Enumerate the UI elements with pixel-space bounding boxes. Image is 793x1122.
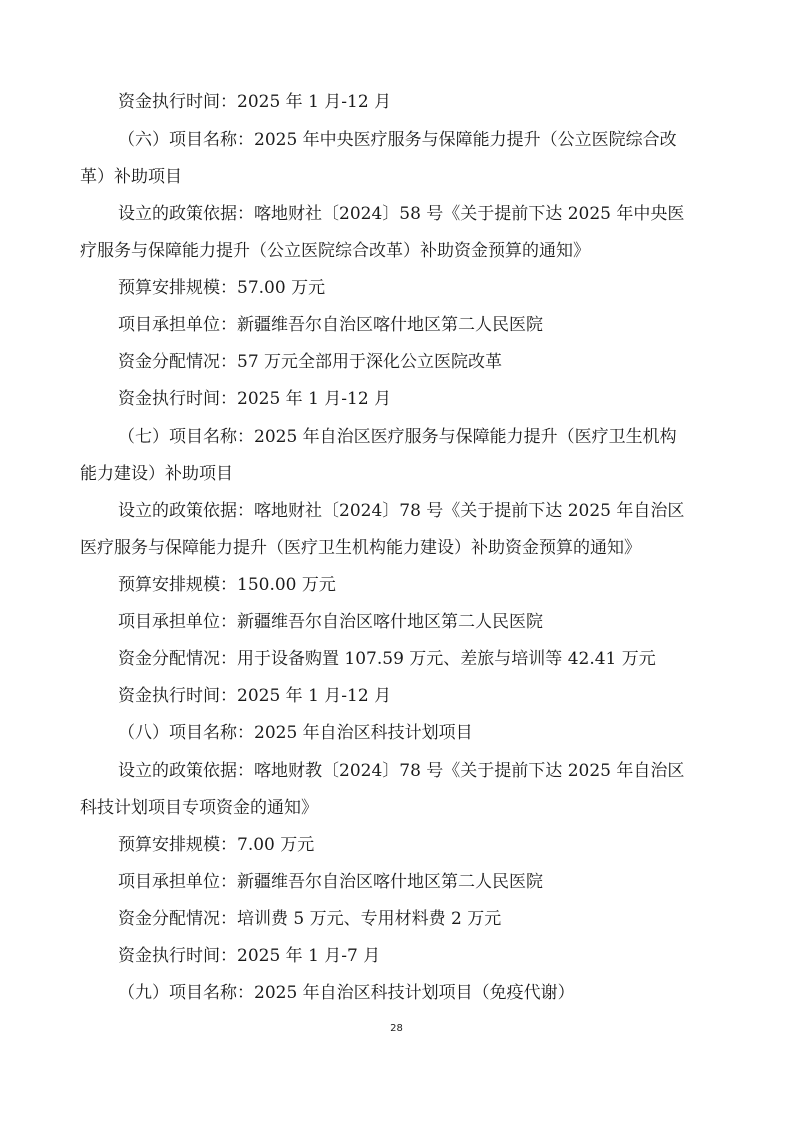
text-line: 预算安排规模：150.00 万元 xyxy=(118,575,336,595)
text-line: 资金分配情况：培训费 5 万元、专用材料费 2 万元 xyxy=(118,909,502,929)
text-line: 资金执行时间：2025 年 1 月-12 月 xyxy=(118,92,392,112)
text-line: （八）项目名称：2025 年自治区科技计划项目 xyxy=(118,723,473,743)
text-line: 科技计划项目专项资金的通知》 xyxy=(80,798,318,818)
text-line: 预算安排规模：7.00 万元 xyxy=(118,835,315,855)
text-line: 设立的政策依据：喀地财社〔2024〕78 号《关于提前下达 2025 年自治区 xyxy=(118,501,685,521)
text-line: 疗服务与保障能力提升（公立医院综合改革）补助资金预算的通知》 xyxy=(80,241,590,261)
text-line: 预算安排规模：57.00 万元 xyxy=(118,278,326,298)
text-line: 设立的政策依据：喀地财社〔2024〕58 号《关于提前下达 2025 年中央医 xyxy=(118,204,685,224)
page-number: 28 xyxy=(390,1023,403,1034)
text-line: 革）补助项目 xyxy=(80,167,182,187)
text-line: 资金执行时间：2025 年 1 月-12 月 xyxy=(118,686,392,706)
text-line: 设立的政策依据：喀地财教〔2024〕78 号《关于提前下达 2025 年自治区 xyxy=(118,761,685,781)
text-line: 项目承担单位：新疆维吾尔自治区喀什地区第二人民医院 xyxy=(118,612,543,632)
text-line: 资金执行时间：2025 年 1 月-7 月 xyxy=(118,946,381,966)
text-line: 项目承担单位：新疆维吾尔自治区喀什地区第二人民医院 xyxy=(118,872,543,892)
text-line: （九）项目名称：2025 年自治区科技计划项目（免疫代谢） xyxy=(118,983,575,1003)
text-line: 医疗服务与保障能力提升（医疗卫生机构能力建设）补助资金预算的通知》 xyxy=(80,538,641,558)
text-line: 项目承担单位：新疆维吾尔自治区喀什地区第二人民医院 xyxy=(118,315,543,335)
text-line: 资金分配情况：用于设备购置 107.59 万元、差旅与培训等 42.41 万元 xyxy=(118,649,656,669)
text-line: 能力建设）补助项目 xyxy=(80,464,233,484)
text-line: 资金分配情况：57 万元全部用于深化公立医院改革 xyxy=(118,352,503,372)
text-line: （七）项目名称：2025 年自治区医疗服务与保障能力提升（医疗卫生机构 xyxy=(118,427,677,447)
text-line: 资金执行时间：2025 年 1 月-12 月 xyxy=(118,389,392,409)
text-line: （六）项目名称：2025 年中央医疗服务与保障能力提升（公立医院综合改 xyxy=(118,130,677,150)
